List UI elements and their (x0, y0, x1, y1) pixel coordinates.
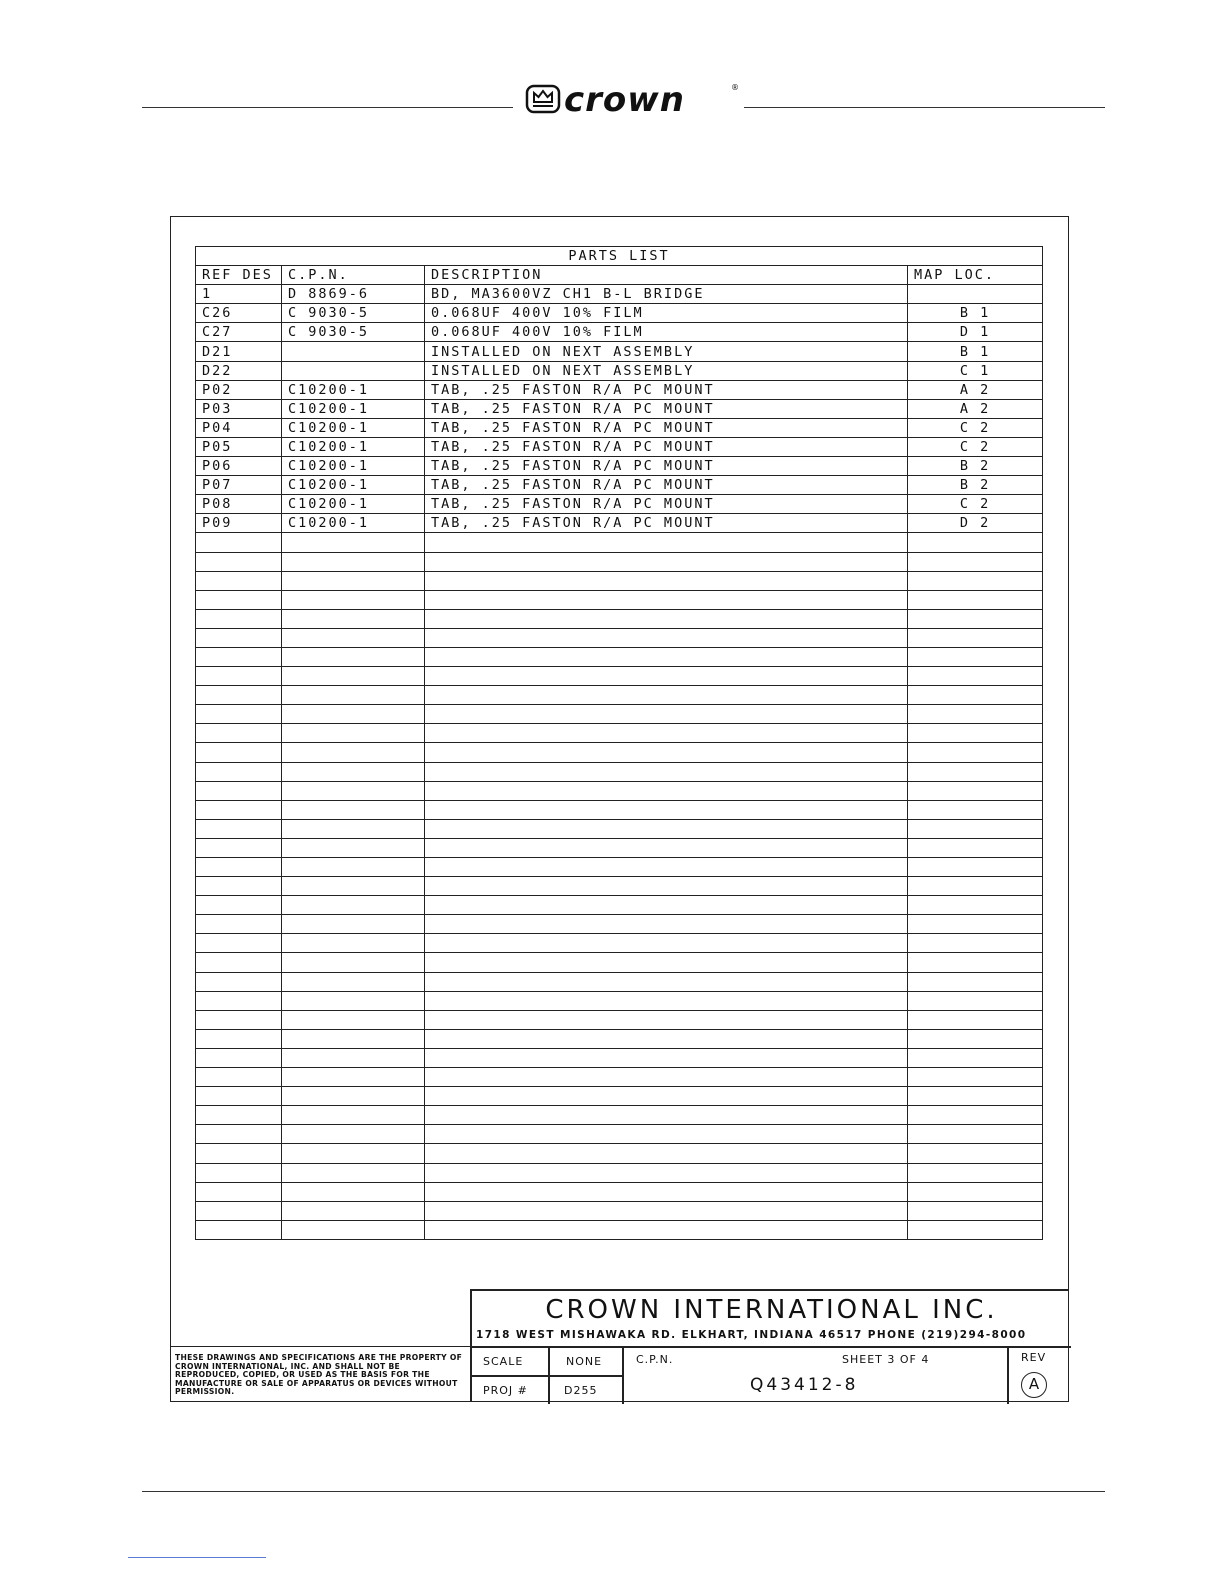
parts-row (196, 361, 1043, 380)
cell-empty (908, 1106, 1043, 1125)
cell-empty (282, 1201, 425, 1220)
cell-empty (908, 838, 1043, 857)
cell-empty (282, 762, 425, 781)
cell-cpn: C10200-1 (282, 495, 425, 514)
cell-cpn: D 8869-6 (282, 285, 425, 304)
parts-row-empty (196, 915, 1043, 934)
cell-empty (282, 1106, 425, 1125)
parts-row (196, 495, 1043, 514)
cell-empty (908, 686, 1043, 705)
cell-empty (196, 934, 282, 953)
cell-empty (908, 858, 1043, 877)
cell-map-loc: A 2 (908, 380, 1043, 399)
cell-empty (282, 1068, 425, 1087)
cell-map-loc: B 1 (908, 304, 1043, 323)
parts-row-empty (196, 781, 1043, 800)
cell-empty (196, 800, 282, 819)
parts-row-empty (196, 1125, 1043, 1144)
cell-empty (196, 1048, 282, 1067)
sheet-number: SHEET 3 OF 4 (842, 1353, 930, 1366)
cell-empty (196, 1029, 282, 1048)
cell-empty (282, 953, 425, 972)
company-address: 1718 WEST MISHAWAKA RD. ELKHART, INDIANA 46517 PHONE (219)294-8000 (476, 1329, 1027, 1341)
cell-empty (908, 800, 1043, 819)
cell-empty (196, 819, 282, 838)
parts-row-empty (196, 667, 1043, 686)
cell-empty (282, 991, 425, 1010)
parts-row-empty (196, 1106, 1043, 1125)
cell-empty (282, 686, 425, 705)
cell-empty (908, 877, 1043, 896)
cell-empty (908, 1163, 1043, 1182)
parts-row-empty (196, 762, 1043, 781)
column-header-description: DESCRIPTION (425, 266, 908, 285)
cell-empty (425, 934, 908, 953)
cell-empty (425, 762, 908, 781)
proprietary-notice: THESE DRAWINGS AND SPECIFICATIONS ARE THE PROPERTY OF CROWN INTERNATIONAL, INC. AND SHALL NOT BE REPRODUCED, COPIED, OR USED AS THE BASIS FOR THE MANUFACTURE OR SALE OF APPARATUS OR DEVICES WITHOUT PERMISSION. (175, 1353, 463, 1397)
cell-cpn (282, 342, 425, 361)
cell-map-loc: C 1 (908, 361, 1043, 380)
cell-ref-des: C27 (196, 323, 282, 342)
cell-empty (908, 705, 1043, 724)
parts-row-empty (196, 896, 1043, 915)
cell-empty (282, 1010, 425, 1029)
cell-empty (282, 533, 425, 552)
cell-description: TAB, .25 FASTON R/A PC MOUNT (425, 476, 908, 495)
cell-empty (908, 552, 1043, 571)
parts-row-empty (196, 571, 1043, 590)
parts-row-empty (196, 1068, 1043, 1087)
parts-row-empty (196, 1029, 1043, 1048)
cell-empty (282, 609, 425, 628)
cell-ref-des: P08 (196, 495, 282, 514)
cell-empty (425, 628, 908, 647)
cell-empty (282, 667, 425, 686)
cell-empty (425, 647, 908, 666)
cell-empty (908, 647, 1043, 666)
cell-empty (908, 1029, 1043, 1048)
cell-empty (196, 724, 282, 743)
cell-empty (908, 1182, 1043, 1201)
cell-empty (425, 858, 908, 877)
cell-empty (196, 972, 282, 991)
company-name: CROWN INTERNATIONAL INC. (545, 1295, 998, 1325)
cell-empty (908, 1048, 1043, 1067)
cell-empty (425, 953, 908, 972)
column-header-ref-des: REF DES (196, 266, 282, 285)
parts-row-empty (196, 1048, 1043, 1067)
parts-row (196, 437, 1043, 456)
cell-empty (282, 896, 425, 915)
cell-description: TAB, .25 FASTON R/A PC MOUNT (425, 437, 908, 456)
cell-empty (425, 590, 908, 609)
cell-empty (908, 1220, 1043, 1239)
cell-empty (282, 552, 425, 571)
parts-row (196, 323, 1043, 342)
parts-row-empty (196, 819, 1043, 838)
cell-empty (282, 571, 425, 590)
cell-empty (196, 781, 282, 800)
cell-empty (425, 743, 908, 762)
cell-empty (196, 1182, 282, 1201)
cell-empty (425, 667, 908, 686)
cell-empty (425, 1144, 908, 1163)
parts-row-empty (196, 724, 1043, 743)
cell-empty (196, 667, 282, 686)
title-block-divider (548, 1346, 550, 1404)
cell-description: BD, MA3600VZ CH1 B-L BRIDGE (425, 285, 908, 304)
cell-empty (282, 724, 425, 743)
title-block-divider (622, 1346, 624, 1404)
cell-empty (908, 1125, 1043, 1144)
cell-empty (282, 1087, 425, 1106)
cell-empty (425, 838, 908, 857)
cell-map-loc: B 1 (908, 342, 1043, 361)
cell-empty (282, 934, 425, 953)
cell-empty (196, 991, 282, 1010)
cell-description: 0.068UF 400V 10% FILM (425, 304, 908, 323)
cell-ref-des: P02 (196, 380, 282, 399)
cell-empty (908, 781, 1043, 800)
cell-empty (425, 1029, 908, 1048)
parts-row-empty (196, 686, 1043, 705)
cell-ref-des: P03 (196, 399, 282, 418)
cell-empty (425, 705, 908, 724)
cell-empty (425, 972, 908, 991)
title-block (470, 1289, 1069, 1402)
title-block-divider (1007, 1346, 1009, 1404)
cell-description: TAB, .25 FASTON R/A PC MOUNT (425, 399, 908, 418)
cell-empty (908, 724, 1043, 743)
cell-empty (425, 724, 908, 743)
cell-empty (196, 953, 282, 972)
cell-empty (196, 1201, 282, 1220)
notice-box (170, 1346, 470, 1402)
parts-row (196, 380, 1043, 399)
cell-ref-des: P04 (196, 418, 282, 437)
cell-ref-des: C26 (196, 304, 282, 323)
cell-empty (196, 915, 282, 934)
cell-map-loc: B 2 (908, 476, 1043, 495)
parts-list-table (195, 246, 1043, 1240)
cell-empty (908, 896, 1043, 915)
cell-empty (425, 609, 908, 628)
scale-label: SCALE (483, 1355, 524, 1368)
cell-empty (908, 590, 1043, 609)
cell-empty (908, 609, 1043, 628)
cell-description: TAB, .25 FASTON R/A PC MOUNT (425, 457, 908, 476)
parts-row-empty (196, 838, 1043, 857)
cell-empty (282, 877, 425, 896)
parts-list-header-row (196, 266, 1043, 285)
cell-empty (425, 1125, 908, 1144)
cell-empty (282, 1029, 425, 1048)
cell-map-loc: C 2 (908, 495, 1043, 514)
parts-row-empty (196, 1010, 1043, 1029)
cell-cpn: C 9030-5 (282, 323, 425, 342)
cell-empty (196, 686, 282, 705)
parts-row (196, 418, 1043, 437)
cell-map-loc (908, 285, 1043, 304)
crown-icon (527, 86, 559, 112)
cell-empty (282, 858, 425, 877)
parts-row-empty (196, 705, 1043, 724)
cell-ref-des: P07 (196, 476, 282, 495)
proj-value: D255 (564, 1384, 598, 1397)
cell-empty (425, 1106, 908, 1125)
cell-empty (282, 1125, 425, 1144)
cell-empty (908, 743, 1043, 762)
cell-empty (282, 972, 425, 991)
cell-description: INSTALLED ON NEXT ASSEMBLY (425, 342, 908, 361)
parts-row-empty (196, 1163, 1043, 1182)
cell-empty (196, 590, 282, 609)
cell-empty (196, 609, 282, 628)
cell-empty (282, 647, 425, 666)
rev-value: A (1021, 1372, 1047, 1398)
parts-row-empty (196, 1201, 1043, 1220)
cell-empty (425, 1068, 908, 1087)
cell-empty (196, 1220, 282, 1239)
cell-empty (196, 628, 282, 647)
cell-empty (282, 1220, 425, 1239)
parts-row-empty (196, 800, 1043, 819)
cell-ref-des: P09 (196, 514, 282, 533)
cell-cpn (282, 361, 425, 380)
cell-cpn: C10200-1 (282, 437, 425, 456)
parts-row (196, 285, 1043, 304)
cell-empty (282, 819, 425, 838)
cell-cpn: C 9030-5 (282, 304, 425, 323)
cell-map-loc: D 1 (908, 323, 1043, 342)
cell-empty (196, 1010, 282, 1029)
cell-empty (282, 915, 425, 934)
cell-map-loc: B 2 (908, 457, 1043, 476)
cell-description: TAB, .25 FASTON R/A PC MOUNT (425, 418, 908, 437)
cell-empty (196, 1106, 282, 1125)
cell-empty (196, 1144, 282, 1163)
cell-empty (196, 1163, 282, 1182)
cell-empty (282, 628, 425, 647)
column-header-cpn: C.P.N. (282, 266, 425, 285)
parts-row-empty (196, 533, 1043, 552)
cell-empty (196, 571, 282, 590)
cell-map-loc: C 2 (908, 418, 1043, 437)
parts-row-empty (196, 877, 1043, 896)
cell-ref-des: D22 (196, 361, 282, 380)
cell-empty (282, 743, 425, 762)
parts-list-title-row (196, 247, 1043, 266)
cell-empty (196, 1125, 282, 1144)
parts-row-empty (196, 552, 1043, 571)
cell-empty (908, 1068, 1043, 1087)
cell-empty (425, 552, 908, 571)
brand-wordmark: crown (564, 80, 685, 116)
cell-empty (196, 896, 282, 915)
cell-cpn: C10200-1 (282, 476, 425, 495)
cell-empty (282, 1163, 425, 1182)
cell-description: TAB, .25 FASTON R/A PC MOUNT (425, 380, 908, 399)
parts-row-empty (196, 972, 1043, 991)
cell-empty (425, 1087, 908, 1106)
cell-empty (425, 1220, 908, 1239)
header-rule-left (142, 107, 513, 108)
cell-empty (425, 1163, 908, 1182)
cell-empty (282, 781, 425, 800)
cell-empty (425, 686, 908, 705)
parts-row-empty (196, 1220, 1043, 1239)
cell-empty (425, 800, 908, 819)
cell-empty (196, 743, 282, 762)
cell-empty (908, 1010, 1043, 1029)
cell-empty (425, 1201, 908, 1220)
scale-value: NONE (566, 1355, 603, 1368)
cell-description: TAB, .25 FASTON R/A PC MOUNT (425, 514, 908, 533)
drawing-number: Q43412-8 (750, 1375, 859, 1395)
registered-mark: ® (731, 83, 739, 92)
cell-empty (908, 1144, 1043, 1163)
cell-empty (425, 533, 908, 552)
cell-empty (282, 590, 425, 609)
proj-label: PROJ # (483, 1384, 528, 1397)
cell-empty (282, 1182, 425, 1201)
parts-row-empty (196, 1144, 1043, 1163)
title-block-divider (472, 1346, 1071, 1348)
cell-empty (282, 705, 425, 724)
parts-list-title: PARTS LIST (196, 247, 1043, 266)
cell-empty (908, 533, 1043, 552)
cell-empty (196, 533, 282, 552)
cell-empty (282, 1144, 425, 1163)
parts-row (196, 399, 1043, 418)
cell-empty (282, 1048, 425, 1067)
cell-empty (908, 972, 1043, 991)
cell-empty (908, 915, 1043, 934)
cell-empty (282, 800, 425, 819)
parts-row (196, 476, 1043, 495)
cell-description: INSTALLED ON NEXT ASSEMBLY (425, 361, 908, 380)
cpn-label: C.P.N. (636, 1353, 674, 1366)
parts-row (196, 342, 1043, 361)
cell-empty (196, 647, 282, 666)
cell-empty (425, 571, 908, 590)
cell-empty (908, 667, 1043, 686)
cell-empty (908, 934, 1043, 953)
cell-map-loc: D 2 (908, 514, 1043, 533)
cell-empty (196, 1087, 282, 1106)
cell-empty (908, 1201, 1043, 1220)
parts-row-empty (196, 628, 1043, 647)
rev-label: REV (1021, 1351, 1047, 1364)
parts-row (196, 457, 1043, 476)
cell-empty (425, 877, 908, 896)
cell-map-loc: A 2 (908, 399, 1043, 418)
cell-cpn: C10200-1 (282, 380, 425, 399)
parts-row-empty (196, 590, 1043, 609)
cell-ref-des: 1 (196, 285, 282, 304)
cell-empty (425, 1048, 908, 1067)
cell-empty (282, 838, 425, 857)
cell-ref-des: D21 (196, 342, 282, 361)
cell-cpn: C10200-1 (282, 399, 425, 418)
parts-row-empty (196, 1182, 1043, 1201)
parts-row-empty (196, 1087, 1043, 1106)
parts-row (196, 304, 1043, 323)
cell-description: TAB, .25 FASTON R/A PC MOUNT (425, 495, 908, 514)
footer-rule (142, 1491, 1105, 1492)
cell-empty (196, 705, 282, 724)
cell-empty (196, 858, 282, 877)
cell-empty (425, 819, 908, 838)
parts-row-empty (196, 647, 1043, 666)
crown-logo (524, 80, 740, 116)
parts-row-empty (196, 858, 1043, 877)
cell-empty (425, 1010, 908, 1029)
cell-empty (196, 877, 282, 896)
parts-row-empty (196, 991, 1043, 1010)
cell-empty (908, 991, 1043, 1010)
cell-empty (196, 838, 282, 857)
cell-cpn: C10200-1 (282, 514, 425, 533)
cell-empty (196, 1068, 282, 1087)
cell-cpn: C10200-1 (282, 418, 425, 437)
cell-map-loc: C 2 (908, 437, 1043, 456)
cell-empty (908, 571, 1043, 590)
cell-empty (908, 953, 1043, 972)
cell-empty (908, 762, 1043, 781)
header-rule-right (744, 107, 1105, 108)
cell-empty (425, 1182, 908, 1201)
cell-description: 0.068UF 400V 10% FILM (425, 323, 908, 342)
cell-empty (196, 762, 282, 781)
parts-row-empty (196, 934, 1043, 953)
cell-ref-des: P05 (196, 437, 282, 456)
cell-empty (425, 991, 908, 1010)
column-header-map-loc: MAP LOC. (908, 266, 1043, 285)
cell-cpn: C10200-1 (282, 457, 425, 476)
cell-empty (908, 819, 1043, 838)
cell-empty (425, 915, 908, 934)
parts-row-empty (196, 953, 1043, 972)
cell-empty (908, 1087, 1043, 1106)
cell-empty (425, 896, 908, 915)
cell-empty (196, 552, 282, 571)
cell-empty (908, 628, 1043, 647)
cell-ref-des: P06 (196, 457, 282, 476)
parts-row-empty (196, 609, 1043, 628)
bottom-link-underline (128, 1557, 266, 1558)
parts-row-empty (196, 743, 1043, 762)
parts-row (196, 514, 1043, 533)
cell-empty (425, 781, 908, 800)
